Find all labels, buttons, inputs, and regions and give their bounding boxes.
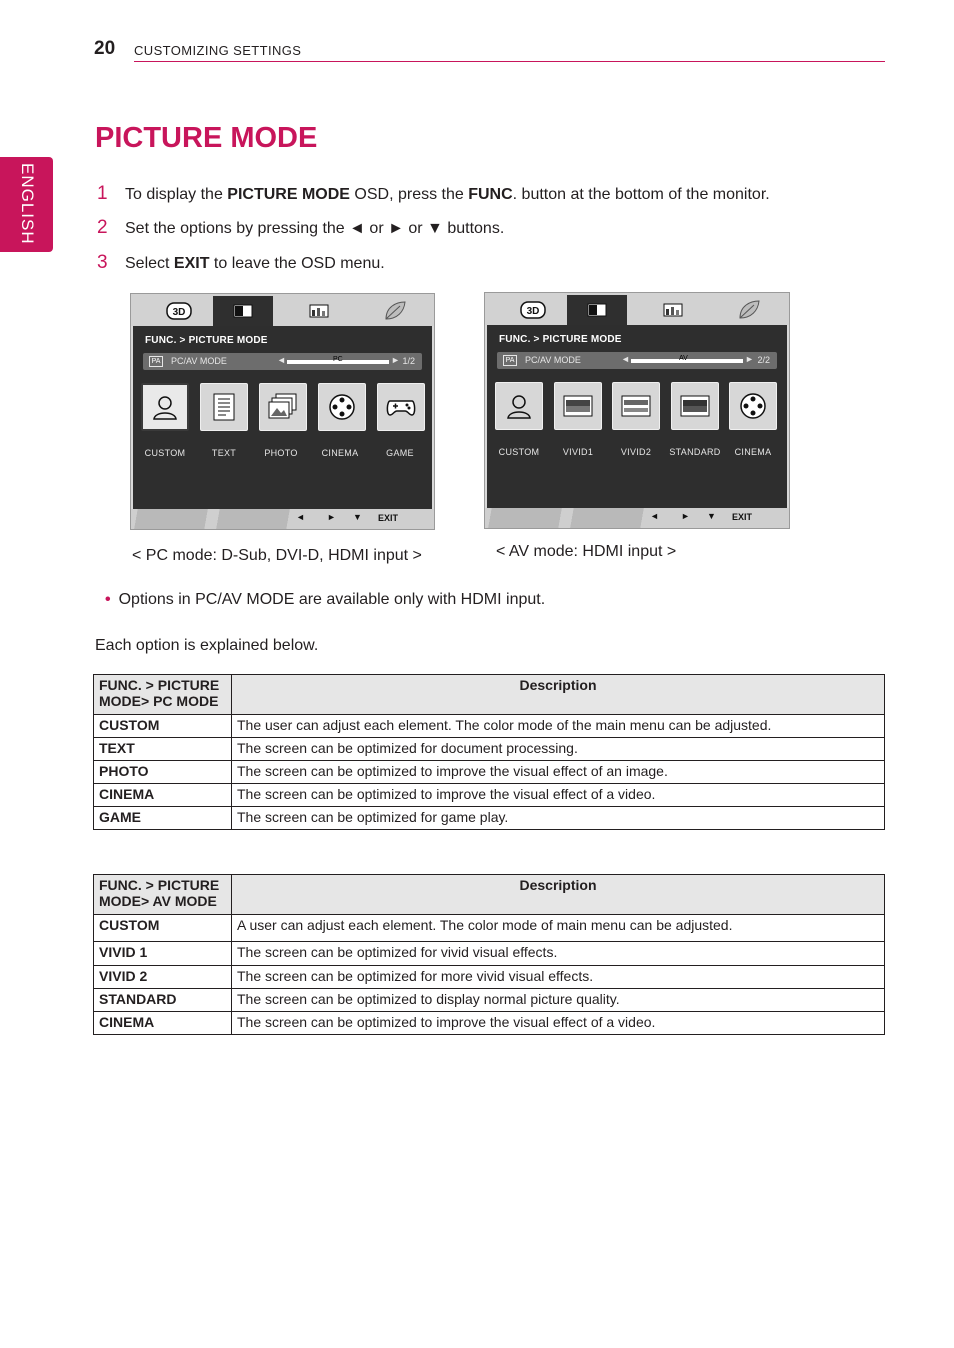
- table-cell: STANDARD: [94, 989, 232, 1012]
- pc-mode-table: [93, 674, 885, 830]
- step-text: OSD, press the: [349, 186, 469, 203]
- exit-button[interactable]: EXIT: [378, 513, 399, 523]
- osd-footer: [485, 508, 789, 528]
- bullet-text: Options in PC/AV MODE are available only with HDMI input.: [118, 591, 546, 608]
- eco-leaf-icon[interactable]: [719, 295, 779, 325]
- bullet-note: [105, 591, 545, 609]
- osd-av-mode: [484, 292, 790, 529]
- left-button-icon[interactable]: ◄: [296, 512, 305, 522]
- left-button-icon[interactable]: ◄: [650, 511, 659, 521]
- game-mode-icon[interactable]: [377, 383, 425, 431]
- table-row: [94, 784, 885, 807]
- step-text: Select: [125, 255, 174, 272]
- table-cell: GAME: [94, 807, 232, 830]
- table-header-description: Description: [232, 675, 885, 715]
- av-mode-caption: < AV mode: HDMI input >: [496, 543, 677, 560]
- crumb-current: PICTURE MODE: [542, 334, 622, 345]
- table-cell: A user can adjust each element. The color mode of main menu can be adjusted.: [232, 915, 885, 942]
- pc-mode-caption: < PC mode: D-Sub, DVI-D, HDMI input >: [132, 547, 422, 564]
- table-row: [94, 715, 885, 738]
- option-label: GAME: [386, 448, 414, 458]
- crumb-func: FUNC. >: [499, 334, 540, 345]
- slider-value: AV: [679, 355, 688, 362]
- step-1: [97, 184, 770, 205]
- table-header-description: Description: [232, 875, 885, 915]
- right-button-icon[interactable]: ►: [327, 512, 336, 522]
- color-icon[interactable]: [643, 295, 703, 325]
- table-header-mode: FUNC. > PICTURE MODE> PC MODE: [94, 675, 232, 715]
- vivid1-mode-icon[interactable]: [554, 382, 602, 430]
- photo-mode-icon[interactable]: [259, 383, 307, 431]
- table-row: [94, 915, 885, 942]
- av-mode-table: [93, 874, 885, 1035]
- language-label: ENGLISH: [18, 163, 37, 245]
- table-row: [94, 989, 885, 1012]
- slider-value: PC: [333, 356, 343, 363]
- option-label: CINEMA: [321, 448, 359, 458]
- table-row: [94, 761, 885, 784]
- table-row: [94, 738, 885, 761]
- table-cell: VIVID 2: [94, 966, 232, 989]
- mode-icons: [141, 383, 424, 433]
- cinema-mode-icon[interactable]: [729, 382, 777, 430]
- table-cell: TEXT: [94, 738, 232, 761]
- table-header-row: [94, 875, 885, 915]
- step-bold: EXIT: [173, 255, 210, 272]
- left-arrow-icon[interactable]: ◄: [621, 354, 630, 364]
- osd-breadcrumb: [499, 334, 622, 345]
- table-cell: The screen can be optimized for vivid visual effects.: [232, 942, 885, 966]
- osd-screen: [133, 326, 432, 509]
- down-button-icon[interactable]: ▼: [353, 512, 362, 522]
- table-cell: CUSTOM: [94, 915, 232, 942]
- cinema-mode-icon[interactable]: [318, 383, 366, 431]
- 3d-icon[interactable]: [149, 296, 209, 326]
- exit-button[interactable]: EXIT: [732, 512, 753, 522]
- table-cell: CINEMA: [94, 1012, 232, 1035]
- pc-av-mode-bar[interactable]: [497, 352, 777, 369]
- svg-text:3D: 3D: [172, 307, 186, 318]
- right-arrow-icon[interactable]: ►: [745, 354, 754, 364]
- picture-mode-badge-icon: PA: [149, 356, 163, 367]
- step-text: To display the: [125, 186, 228, 203]
- table-cell: CUSTOM: [94, 715, 232, 738]
- option-label: STANDARD: [669, 447, 721, 457]
- step-text: to leave the OSD menu.: [209, 255, 385, 272]
- step-text: Set the options by pressing the ◄ or ► or ▼ buttons.: [125, 220, 505, 237]
- bar-label: PC/AV MODE: [525, 355, 581, 365]
- text-mode-icon[interactable]: [200, 383, 248, 431]
- vivid2-mode-icon[interactable]: [612, 382, 660, 430]
- osd-screen: [487, 325, 787, 508]
- osd-breadcrumb: [145, 335, 268, 346]
- eco-leaf-icon[interactable]: [365, 296, 425, 326]
- picture-icon[interactable]: [567, 295, 627, 325]
- svg-text:3D: 3D: [526, 306, 540, 317]
- step-2: [97, 218, 504, 239]
- language-tab: [0, 157, 53, 252]
- table-cell: VIVID 1: [94, 942, 232, 966]
- custom-mode-icon[interactable]: [141, 383, 189, 431]
- standard-mode-icon[interactable]: [671, 382, 719, 430]
- step-3: [97, 253, 385, 274]
- crumb-current: PICTURE MODE: [188, 335, 268, 346]
- table-cell: The screen can be optimized to display normal picture quality.: [232, 989, 885, 1012]
- page-indicator: 1/2: [402, 356, 415, 366]
- picture-icon[interactable]: [213, 296, 273, 326]
- color-icon[interactable]: [289, 296, 349, 326]
- right-arrow-icon[interactable]: ►: [391, 355, 400, 365]
- step-number: 1: [97, 183, 108, 204]
- table-cell: The screen can be optimized for more vivid visual effects.: [232, 966, 885, 989]
- table-row: [94, 942, 885, 966]
- osd-tabs: [131, 294, 434, 326]
- section-title: CUSTOMIZING SETTINGS: [134, 43, 302, 58]
- step-text: . button at the bottom of the monitor.: [512, 186, 770, 203]
- custom-mode-icon[interactable]: [495, 382, 543, 430]
- table-cell: CINEMA: [94, 784, 232, 807]
- option-label: TEXT: [211, 448, 237, 458]
- table-cell: The screen can be optimized to improve the visual effect of an image.: [232, 761, 885, 784]
- table-header-row: [94, 675, 885, 715]
- header-rule: [134, 61, 885, 62]
- table-cell: The screen can be optimized for game play.: [232, 807, 885, 830]
- step-number: 2: [97, 217, 108, 238]
- option-label: CUSTOM: [498, 447, 540, 457]
- down-button-icon[interactable]: ▼: [707, 511, 716, 521]
- table-header-mode: FUNC. > PICTURE MODE> AV MODE: [94, 875, 232, 915]
- table-cell: PHOTO: [94, 761, 232, 784]
- crumb-func: FUNC. >: [145, 335, 186, 346]
- table-row: [94, 1012, 885, 1035]
- right-button-icon[interactable]: ►: [681, 511, 690, 521]
- page-indicator: 2/2: [757, 355, 770, 365]
- option-label: VIVID1: [562, 447, 594, 457]
- bar-label: PC/AV MODE: [171, 356, 227, 366]
- option-label: CUSTOM: [144, 448, 186, 458]
- option-label: PHOTO: [264, 448, 298, 458]
- option-label: CINEMA: [734, 447, 772, 457]
- mode-icons: [495, 382, 779, 432]
- table-cell: The screen can be optimized to improve the visual effect of a video.: [232, 784, 885, 807]
- osd-footer: [131, 509, 434, 529]
- table-cell: The user can adjust each element. The color mode of the main menu can be adjusted.: [232, 715, 885, 738]
- table-row: [94, 966, 885, 989]
- osd-tabs: [485, 293, 789, 325]
- picture-mode-badge-icon: PA: [503, 355, 517, 366]
- left-arrow-icon[interactable]: ◄: [277, 355, 286, 365]
- intro-text: Each option is explained below.: [95, 637, 319, 654]
- page-title: PICTURE MODE: [95, 122, 318, 154]
- table-cell: The screen can be optimized to improve the visual effect of a video.: [232, 1012, 885, 1035]
- step-bold: PICTURE MODE: [227, 186, 350, 203]
- step-number: 3: [97, 252, 108, 273]
- step-bold: FUNC: [468, 186, 513, 203]
- bullet-dot-icon: •: [105, 591, 111, 608]
- osd-pc-mode: [130, 293, 435, 530]
- table-row: [94, 807, 885, 830]
- 3d-icon[interactable]: [503, 295, 563, 325]
- pc-av-mode-bar[interactable]: [143, 353, 422, 370]
- option-label: VIVID2: [620, 447, 652, 457]
- table-cell: The screen can be optimized for document processing.: [232, 738, 885, 761]
- page-number: 20: [94, 38, 116, 59]
